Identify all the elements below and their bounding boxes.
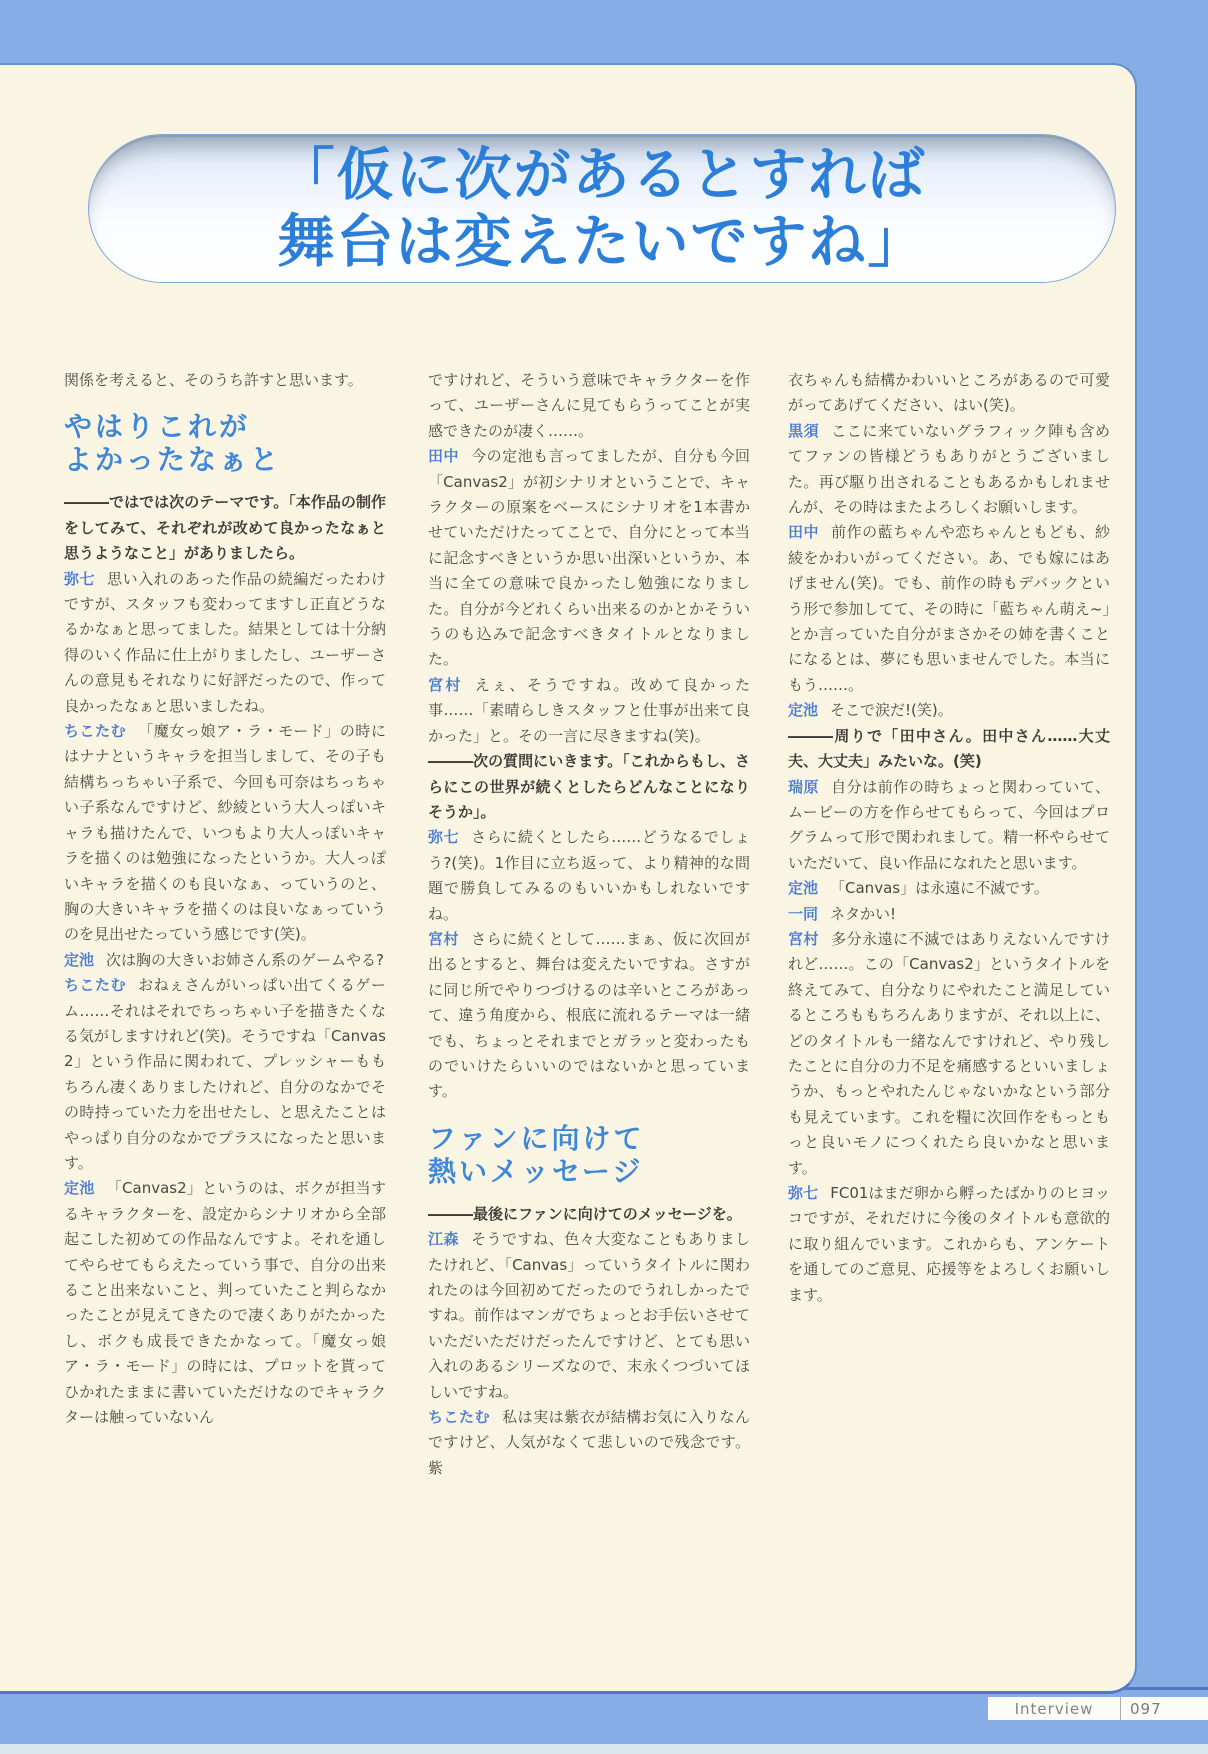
speech-paragraph: 定池 そこで涙だ!(笑)。 [788,701,953,720]
speaker-name: 瑞原 [788,777,820,796]
speaker-name: 江森 [428,1230,460,1249]
headline-line1: 「仮に次があるとすれば [277,141,927,208]
footer-bar [988,1697,1208,1720]
speech-paragraph: 弥七 思い入れのあった作品の続編だったわけですが、スタッフも変わってますし正直どうなるかなぁと思ってました。結果としては十分納得のいく作品に仕上がりましたし、ユーザーさんの意見もそれなりに好評だったので、作って良かったなぁと思いましたね。 [64,569,386,715]
body-paragraph: 衣ちゃんも結構かわいいところがあるので可愛がってあげてください、はい(笑)。 [788,371,1110,415]
speaker-name: 定池 [64,1179,95,1198]
speaker-name: 定池 [64,950,95,969]
speech-paragraph: 瑞原 自分は前作の時ちょっと関わっていて、ムービーの方を作らせてもらって、今回はプログラムって形で関われまして。精一杯やらせていただいて、良い作品になれたと思います。 [788,777,1110,872]
speaker-name: ちこたむ [64,976,127,995]
speech-paragraph: ちこたむ おねぇさんがいっぱい出てくるゲーム……それはそれでちっちゃい子を描きたくなる気がしますけれど(笑)。そうですね「Canvas2」という作品に関われて、プレッシャーももちろん凄くありましたけれど、自分のなかでその時持っていた力を出せたし、と思えたことはやっぱり自分のなかでプラスになったと思います。 [64,976,386,1172]
speech-paragraph: ちこたむ 私は実は紫衣が結構お気に入りなんですけど、人気がなくて悲しいので残念です。紫 [428,1408,750,1477]
speaker-name: ちこたむ [64,722,127,741]
speech-paragraph: 弥七 さらに続くとしたら……どうなるでしょう?(笑)。1作目に立ち返って、より精神的な問題で勝負してみるのもいいかもしれないですね。 [428,828,750,923]
speech-paragraph: 江森 そうですね、色々大変なこともありましたけれど、「Canvas」っていうタイトルに関われたのは今回初めてだったのでうれしかったですね。前作はマンガでちょっとお手伝いさせていただいただけだったんですけど、とても思い入れのあるシリーズなので、末永くつづいてほしいですね。 [428,1230,750,1401]
section-heading: やはりこれが よかったなぁと [64,410,282,477]
speaker-name: 一同 [788,904,819,923]
section-heading: ファンに向けて 熱いメッセージ [428,1121,645,1188]
speaker-name: 田中 [428,447,460,466]
speaker-name: 黒須 [788,421,820,440]
headline-banner [88,134,1116,283]
article-column-center [428,368,750,1481]
body-paragraph: ですけれど、そういう意味でキャラクターを作って、ユーザーさんに見てもらうってことが実感できたのが凄く……。 [428,371,750,440]
article-column-right [788,368,1110,1308]
speech-paragraph: 黒須 ここに来ていないグラフィック陣も含めてファンの皆様どうもありがとうございました。再び駆り出されることもあるかもしれませんが、その時はまたよろしくお願いします。 [788,421,1110,517]
speech-paragraph: 定池 「Canvas2」というのは、ボクが担当するキャラクターを、設定からシナリオから全部起こした初めての作品なんですよ。それを通してやらせてもらえたっていう事で、自分の出来ること出来ないこと、判っていたこと判らなかったことが見えてきたので凄くありがたかったし、ボクも成長できたかなって。「魔女っ娘ア・ラ・モード」の時には、プロットを貰ってひかれたままに書いていただけなのでキャラクターは触っていないん [64,1179,386,1427]
interviewer-question: ―――最後にファンに向けてのメッセージを。 [428,1204,742,1223]
footer-page-number: 097 [1130,1699,1162,1718]
speech-paragraph: 田中 前作の藍ちゃんや恋ちゃんともども、紗綾をかわいがってください。あ、でも嫁にはあげません(笑)。でも、前作の時もデバックという形で参加してて、その時に「藍ちゃん萌え~」とか言っていた自分がまさかその姉を書くことになるとは、夢にも思いませんでした。本当にもう……。 [788,523,1110,694]
interviewer-question: ―――周りで「田中さん。田中さん……大丈夫、大丈夫」みたいな。(笑) [788,726,1110,771]
speech-paragraph: 定池 次は胸の大きいお姉さん系のゲームやる? [64,950,384,969]
headline-line2: 舞台は変えたいですね」 [277,208,927,275]
speech-paragraph: 田中 今の定池も言ってましたが、自分も今回「Canvas2」が初シナリオということで、キャラクターの原案をベースにシナリオを1本書かせていただけたってことで、自分にとって本当に記念すべきというか思い出深いというか、本当に全ての意味で良かったし勉強になりました。自分が今どれくらい出来るのかとかそういうのも込みで記念すべきタイトルとなりました。 [428,447,750,669]
speech-paragraph: 宮村 さらに続くとして……まぁ、仮に次回が出るとすると、舞台は変えたいですね。さすがに同じ所でやりつづけるのは辛いところがあって、違う角度から、根底に流れるテーマは一緒でも、ちょっとそれまでとガラッと変わったものでいけたらいいのではないかと思っています。 [428,929,750,1101]
speaker-name: 定池 [788,879,819,898]
speaker-name: 定池 [788,701,819,720]
speech-paragraph: 一同 ネタかい! [788,904,897,923]
scan-edge-strip [0,1744,1208,1754]
speaker-name: 宮村 [788,929,820,948]
article-column-left [64,368,386,1430]
headline-text [278,142,927,276]
speaker-name: 弥七 [428,828,460,847]
speech-paragraph: 弥七 FC01はまだ卵から孵ったばかりのヒヨッコですが、それだけに今後のタイトルも意欲的に取り組んでいます。これからも、アンケートを通してのご意見、応援等をよろしくお願いします。 [788,1184,1110,1304]
speaker-name: 弥七 [788,1184,819,1202]
speech-paragraph: 宮村 えぇ、そうですね。改めて良かった事……「素晴らしきスタッフと仕事が出来て良かった」と。その一言に尽きますね(笑)。 [428,675,750,745]
speaker-name: 宮村 [428,929,460,948]
body-paragraph: 関係を考えると、そのうち許すと思います。 [64,371,363,389]
interviewer-question: ―――ではでは次のテーマです。「本作品の制作をしてみて、それぞれが改めて良かったなぁと思うようなこと」がありましたら。 [64,493,386,563]
speech-paragraph: ちこたむ 「魔女っ娘ア・ラ・モード」の時にはナナというキャラを担当しまして、その子も結構ちっちゃい子系で、今回も可奈はちっちゃい子系なんですけど、紗綾という大人っぽいキャラも描けたんで、いつもより大人っぽいキャラを描くのは勉強になったというか。大人っぽいキャラを描くのも良いなぁ、っていうのと、胸の大きいキャラを描くのは良いなぁっていうのを見出せたっていう感じです(笑)。 [64,722,386,944]
speaker-name: 宮村 [428,675,463,694]
footer-section-label: Interview [1014,1699,1094,1718]
speech-paragraph: 定池 「Canvas」は永遠に不滅です。 [788,879,1049,898]
interviewer-question: ―――次の質問にいきます。「これからもし、さらにこの世界が続くとしたらどんなことになりそうか」。 [428,752,750,821]
speaker-name: 田中 [788,523,820,542]
speaker-name: ちこたむ [428,1408,491,1427]
speaker-name: 弥七 [64,569,96,588]
speech-paragraph: 宮村 多分永遠に不滅ではありえないんですけれど……。この「Canvas2」というタイトルを終えてみて、自分なりにやれたこと満足しているところももちろんありますが、それ以上に、どのタイトルも一緒なんですけれど、やり残したことに自分の力不足を痛感するといいましょうか、もっとやれたんじゃないかなという部分も見えています。これを糧に次回作をもっともっと良いモノにつくれたら良いかなと思います。 [788,929,1110,1177]
